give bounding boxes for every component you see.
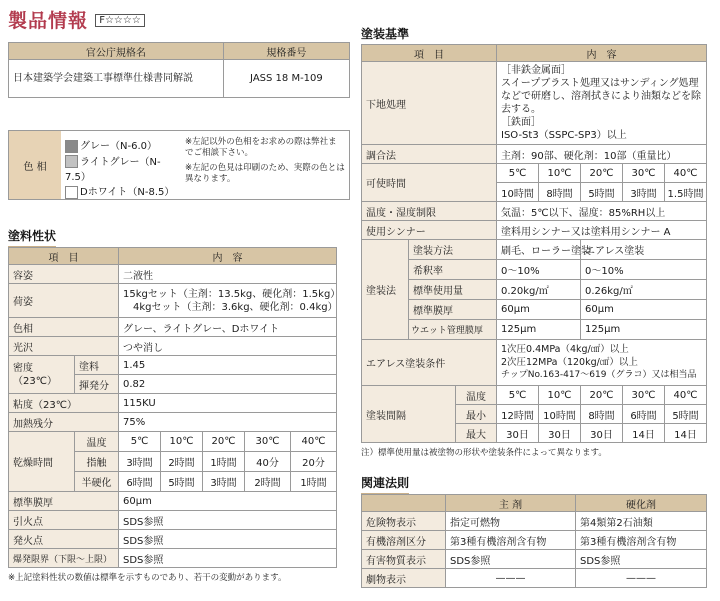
swatch-light-gray <box>65 155 78 168</box>
coating-heading <box>361 25 409 46</box>
airless-conditions <box>497 340 707 386</box>
laws-hardener-header: 硬化剤 <box>576 495 707 512</box>
drying-touch: 20分 <box>291 452 337 472</box>
coating-content-header: 内 容 <box>497 45 707 62</box>
sub-label: 塗装方法 <box>409 240 497 260</box>
interval-min: 8時間 <box>581 405 623 424</box>
row-value: 主剤：90部、硬化剤：10部（重量比） <box>497 145 707 164</box>
properties-table <box>8 247 341 568</box>
interval-temp: 10℃ <box>539 386 581 405</box>
interval-temp: 40℃ <box>665 386 707 405</box>
method-brush: 60μm <box>497 300 581 320</box>
airless-line-1: 1次圧0.4MPa（4kg/㎠）以上 <box>501 344 629 355</box>
standard-name: 日本建築学会建築工事標準仕様書同解説 <box>9 60 224 98</box>
row-label: 有機溶剤区分 <box>362 531 446 550</box>
package-line-2: 4kgセット（主剤：3.6kg、硬化剤：0.4kg） <box>133 301 338 313</box>
coating-table <box>361 44 707 443</box>
row-value: 気温：5℃以下、湿度：85%RH以上 <box>497 202 707 221</box>
row-value: 60μm <box>119 492 337 511</box>
row-value: 塗料用シンナー又は塗料用シンナー A <box>497 221 707 240</box>
row-label: 荷姿 <box>9 284 119 318</box>
method-brush: 0.20kg/㎡ <box>497 280 581 300</box>
interval-max: 30日 <box>497 424 539 443</box>
row-label: エアレス塗装条件 <box>362 340 497 386</box>
color-box <box>8 130 350 200</box>
laws-corner-header <box>362 495 446 512</box>
drying-semi: 6時間 <box>119 472 161 492</box>
laws-main-header: 主 剤 <box>446 495 576 512</box>
row-label: 可使時間 <box>362 164 497 202</box>
interval-min: 6時間 <box>623 405 665 424</box>
row-label: 温度・湿度制限 <box>362 202 497 221</box>
color-item: ライトグレー（N-7.5） <box>65 156 161 183</box>
color-list <box>61 131 181 199</box>
interval-min: 12時間 <box>497 405 539 424</box>
prep-steel-title: ［鉄面］ <box>501 117 541 128</box>
row-value: SDS参照 <box>119 511 337 530</box>
method-airless: エアレス塗装 <box>581 240 707 260</box>
properties-footnote: ※上記塗料性状の数値は標準を示すものであり、若干の変動があります。 <box>8 573 287 583</box>
method-airless: 60μm <box>581 300 707 320</box>
coating-title: 塗装基準 <box>361 25 409 46</box>
row-label: 塗装法 <box>362 240 409 340</box>
potlife-time: 1.5時間 <box>665 183 707 202</box>
row-label: 危険物表示 <box>362 512 446 531</box>
method-brush: 刷毛、ローラー塗装 <box>497 240 581 260</box>
prep-content <box>497 62 707 145</box>
row-value: 0.82 <box>119 375 337 394</box>
coating-block <box>361 44 706 458</box>
method-airless: 125μm <box>581 320 707 340</box>
drying-touch: 2時間 <box>161 452 203 472</box>
row-value: 1.45 <box>119 356 337 375</box>
sub-label: 揮発分 <box>75 375 119 394</box>
laws-block <box>361 494 706 588</box>
sub-label: 塗料 <box>75 356 119 375</box>
drying-touch: 1時間 <box>203 452 245 472</box>
color-item: Dホワイト（N-8.5） <box>65 183 177 199</box>
potlife-temp: 30℃ <box>623 164 665 183</box>
row-value: SDS参照 <box>119 549 337 568</box>
page-title: 製品情報 <box>8 10 89 32</box>
drying-semi: 2時間 <box>245 472 291 492</box>
color-item: グレー（N-6.0） <box>65 137 177 153</box>
airless-line-2: 2次圧12MPa（120kg/㎠）以上 <box>501 357 638 368</box>
row-label: 加熱残分 <box>9 413 119 432</box>
laws-heading <box>361 474 409 495</box>
sub-label: 標準膜厚 <box>409 300 497 320</box>
row-value: 75% <box>119 413 337 432</box>
drying-touch: 40分 <box>245 452 291 472</box>
potlife-time: 3時間 <box>623 183 665 202</box>
potlife-temp: 5℃ <box>497 164 539 183</box>
drying-temp: 20℃ <box>203 432 245 452</box>
color-notes <box>181 131 349 199</box>
standard-table-block <box>8 42 350 98</box>
laws-hardener-value: 第4類第2石油類 <box>576 512 707 531</box>
sub-label: 温度 <box>456 386 497 405</box>
laws-main-value: ——— <box>446 569 576 588</box>
standard-table <box>8 42 350 98</box>
row-label: 使用シンナー <box>362 221 497 240</box>
standard-name-header: 官公庁規格名 <box>9 43 224 60</box>
row-label: 下地処理 <box>362 62 497 145</box>
interval-min: 5時間 <box>665 405 707 424</box>
row-label: 塗装間隔 <box>362 386 456 443</box>
laws-main-value: 第3種有機溶剤含有物 <box>446 531 576 550</box>
potlife-time: 5時間 <box>581 183 623 202</box>
row-label: 引火点 <box>9 511 119 530</box>
laws-hardener-value: ——— <box>576 569 707 588</box>
coating-item-header: 項 目 <box>362 45 497 62</box>
row-value: グレー、ライトグレー、Dホワイト <box>119 318 337 337</box>
row-label: 密度（23℃） <box>9 356 75 394</box>
properties-item-header: 項 目 <box>9 248 119 265</box>
interval-max: 14日 <box>623 424 665 443</box>
interval-temp: 20℃ <box>581 386 623 405</box>
sub-label: 標準使用量 <box>409 280 497 300</box>
row-value: 115KU <box>119 394 337 413</box>
row-label: 粘度（23℃） <box>9 394 119 413</box>
laws-table <box>361 494 707 588</box>
formaldehyde-grade-badge: F☆☆☆☆ <box>95 14 145 27</box>
row-label: 爆発限界（下限～上限） <box>9 549 119 568</box>
sub-label: 最大 <box>456 424 497 443</box>
drying-temp: 10℃ <box>161 432 203 452</box>
row-label: 乾燥時間 <box>9 432 75 492</box>
prep-nonferrous-text: スイープブラスト処理又はサンディング処理などで研磨し、溶剤拭きにより油類などを除去する。 <box>501 78 701 115</box>
swatch-gray <box>65 140 78 153</box>
laws-main-value: 指定可燃物 <box>446 512 576 531</box>
interval-min: 10時間 <box>539 405 581 424</box>
method-brush: 125μm <box>497 320 581 340</box>
properties-heading <box>8 227 56 248</box>
sub-label: 指触 <box>75 452 119 472</box>
standard-number-header: 規格番号 <box>223 43 349 60</box>
sub-label: 希釈率 <box>409 260 497 280</box>
potlife-temp: 20℃ <box>581 164 623 183</box>
page-header <box>8 6 145 33</box>
interval-temp: 30℃ <box>623 386 665 405</box>
laws-hardener-value: 第3種有機溶剤含有物 <box>576 531 707 550</box>
row-value: 二液性 <box>119 265 337 284</box>
row-label: 光沢 <box>9 337 119 356</box>
potlife-time: 8時間 <box>539 183 581 202</box>
potlife-time: 10時間 <box>497 183 539 202</box>
sub-label: 温度 <box>75 432 119 452</box>
row-value: SDS参照 <box>119 530 337 549</box>
row-value: つや消し <box>119 337 337 356</box>
properties-block <box>8 247 341 583</box>
laws-title: 関連法則 <box>361 474 409 495</box>
sub-label: ウエット管理膜厚 <box>409 320 497 340</box>
package-line-1: 15kgセット（主剤：13.5kg、硬化剤：1.5kg） <box>123 288 341 300</box>
laws-hardener-value: SDS参照 <box>576 550 707 569</box>
drying-semi: 1時間 <box>291 472 337 492</box>
drying-temp: 5℃ <box>119 432 161 452</box>
interval-max: 30日 <box>581 424 623 443</box>
potlife-temp: 10℃ <box>539 164 581 183</box>
prep-steel-text: ISO-St3（SSPC-SP3）以上 <box>501 130 627 141</box>
color-note-1: ※左記以外の色相をお求めの際は弊社までご相談下さい。 <box>185 137 337 158</box>
prep-nonferrous-title: ［非鉄金属面］ <box>501 65 571 76</box>
row-label: 劇物表示 <box>362 569 446 588</box>
coating-footnote: 注）標準使用量は被塗物の形状や塗装条件によって異なります。 <box>361 448 607 458</box>
laws-main-value: SDS参照 <box>446 550 576 569</box>
sub-label: 半硬化 <box>75 472 119 492</box>
swatch-white <box>65 186 78 199</box>
drying-semi: 5時間 <box>161 472 203 492</box>
properties-title: 塗料性状 <box>8 227 56 248</box>
potlife-temp: 40℃ <box>665 164 707 183</box>
row-label: 調合法 <box>362 145 497 164</box>
row-label: 色相 <box>9 318 119 337</box>
properties-content-header: 内 容 <box>119 248 337 265</box>
drying-temp: 30℃ <box>245 432 291 452</box>
row-label: 容姿 <box>9 265 119 284</box>
package-value <box>119 284 341 318</box>
interval-temp: 5℃ <box>497 386 539 405</box>
airless-line-3: チップNo.163-417～619（グラコ）又は相当品 <box>501 370 697 380</box>
drying-temp: 40℃ <box>291 432 337 452</box>
color-note-2: ※左記の色見は印刷のため、実際の色とは異なります。 <box>185 163 345 184</box>
drying-touch: 3時間 <box>119 452 161 472</box>
method-brush: 0～10% <box>497 260 581 280</box>
row-label: 発火点 <box>9 530 119 549</box>
row-label: 有害物質表示 <box>362 550 446 569</box>
method-airless: 0.26kg/㎡ <box>581 280 707 300</box>
row-label: 標準膜厚 <box>9 492 119 511</box>
color-box-label: 色 相 <box>9 131 61 199</box>
interval-max: 14日 <box>665 424 707 443</box>
drying-semi: 3時間 <box>203 472 245 492</box>
standard-number: JASS 18 M-109 <box>223 60 349 98</box>
interval-max: 30日 <box>539 424 581 443</box>
sub-label: 最小 <box>456 405 497 424</box>
method-airless: 0～10% <box>581 260 707 280</box>
